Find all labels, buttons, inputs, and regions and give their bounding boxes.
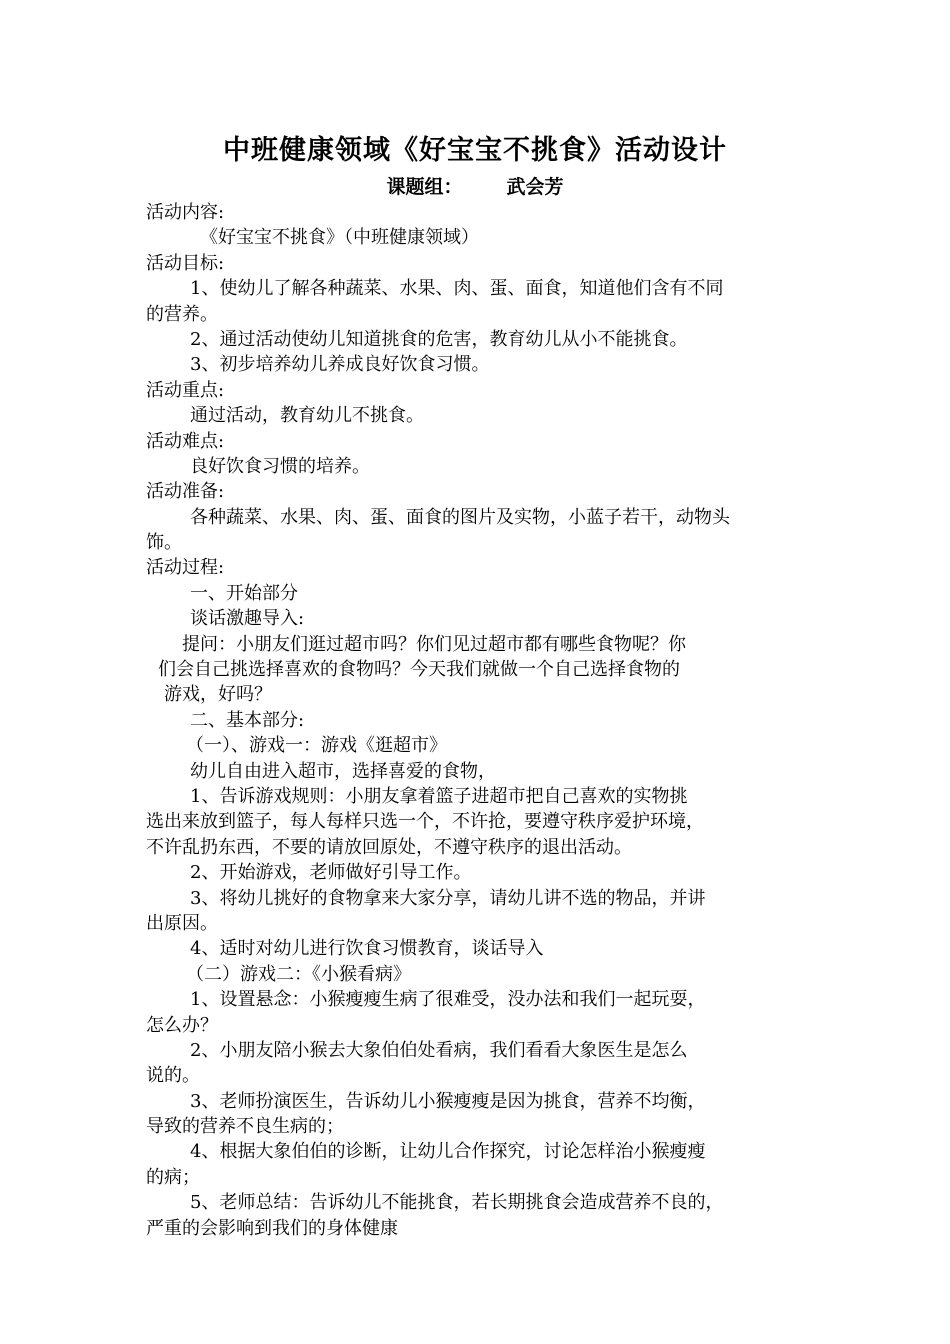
paragraph-line: 幼儿自由进入超市，选择喜爱的食物，: [190, 760, 496, 782]
paragraph-line: （二）游戏二：《小猴看病》: [186, 963, 411, 985]
paragraph-line: 2、小朋友陪小猴去大象伯伯处看病，我们看看大象医生是怎么: [190, 1039, 688, 1061]
paragraph-line: 出原因。: [146, 912, 218, 934]
section-heading: 活动目标:: [146, 252, 225, 274]
paragraph-line: （一）、游戏一：游戏《逛超市》: [186, 735, 447, 757]
paragraph-line: 2、开始游戏，老师做好引导工作。: [190, 862, 472, 884]
author-name: 武会芳: [506, 176, 564, 198]
paragraph-line: 《好宝宝不挑食》（中班健康领域）: [200, 227, 479, 249]
paragraph-line: 游戏，好吗？: [164, 684, 272, 706]
paragraph-line: 不许乱扔东西，不要的请放回原处，不遵守秩序的退出活动。: [146, 836, 632, 858]
section-heading: 活动重点:: [146, 379, 225, 401]
paragraph-line: 1、使幼儿了解各种蔬菜、水果、肉、蛋、面食，知道他们含有不同: [190, 278, 724, 300]
section-heading: 活动内容:: [146, 202, 225, 223]
paragraph-line: 5、老师总结：告诉幼儿不能挑食，若长期挑食会造成营养不良的，: [190, 1192, 724, 1214]
paragraph-line: 严重的会影响到我们的身体健康: [146, 1217, 398, 1239]
paragraph-line: 提问：小朋友们逛过超市吗？你们见过超市都有哪些食物呢？你: [182, 633, 686, 655]
paragraph-line: 3、初步培养幼儿养成良好饮食习惯。: [190, 354, 490, 376]
research-group-label: 课题组：: [386, 176, 463, 198]
section-heading: 活动难点:: [146, 430, 225, 452]
section-heading: 活动准备:: [146, 481, 225, 503]
paragraph-line: 二、基本部分:: [190, 709, 305, 731]
paragraph-line: 2、通过活动使幼儿知道挑食的危害，教育幼儿从小不能挑食。: [190, 328, 688, 350]
paragraph-line: 谈话激趣导入:: [190, 608, 305, 630]
paragraph-line: 一、开始部分: [190, 582, 298, 604]
paragraph-line: 饰。: [146, 532, 182, 554]
paragraph-line: 3、将幼儿挑好的食物拿来大家分享，请幼儿讲不选的物品，并讲: [190, 887, 706, 909]
paragraph-line: 怎么办？: [146, 1014, 218, 1036]
paragraph-line: 通过活动，教育幼儿不挑食。: [190, 405, 424, 427]
paragraph-line: 4、根据大象伯伯的诊断，让幼儿合作探究，讨论怎样治小猴瘦瘦: [190, 1141, 706, 1163]
paragraph-line: 4、适时对幼儿进行饮食习惯教育，谈话导入: [190, 938, 544, 960]
paragraph-line: 1、设置悬念：小猴瘦瘦生病了很难受，没办法和我们一起玩耍，: [190, 989, 706, 1011]
paragraph-line: 的病；: [146, 1166, 200, 1188]
paragraph-line: 说的。: [146, 1065, 200, 1087]
paragraph-line: 良好饮食习惯的培养。: [190, 455, 370, 477]
paragraph-line: 1、告诉游戏规则：小朋友拿着篮子进超市把自己喜欢的实物挑: [190, 785, 688, 807]
document-title: 中班健康领域《好宝宝不挑食》活动设计: [223, 135, 727, 166]
section-heading: 活动过程:: [146, 557, 225, 579]
paragraph-line: 们会自己挑选择喜欢的食物吗？今天我们就做一个自己选择食物的: [158, 659, 680, 681]
paragraph-line: 的营养。: [146, 303, 218, 325]
paragraph-line: 导致的营养不良生病的；: [146, 1116, 344, 1138]
paragraph-line: 各种蔬菜、水果、肉、蛋、面食的图片及实物，小蓝子若干，动物头: [190, 506, 730, 528]
paragraph-line: 选出来放到篮子，每人每样只选一个，不许抢，要遵守秩序爱护环境，: [146, 811, 704, 833]
document-body: [146, 200, 810, 1241]
document-subtitle: [0, 174, 950, 200]
paragraph-line: 3、老师扮演医生，告诉幼儿小猴瘦瘦是因为挑食，营养不均衡，: [190, 1090, 706, 1112]
